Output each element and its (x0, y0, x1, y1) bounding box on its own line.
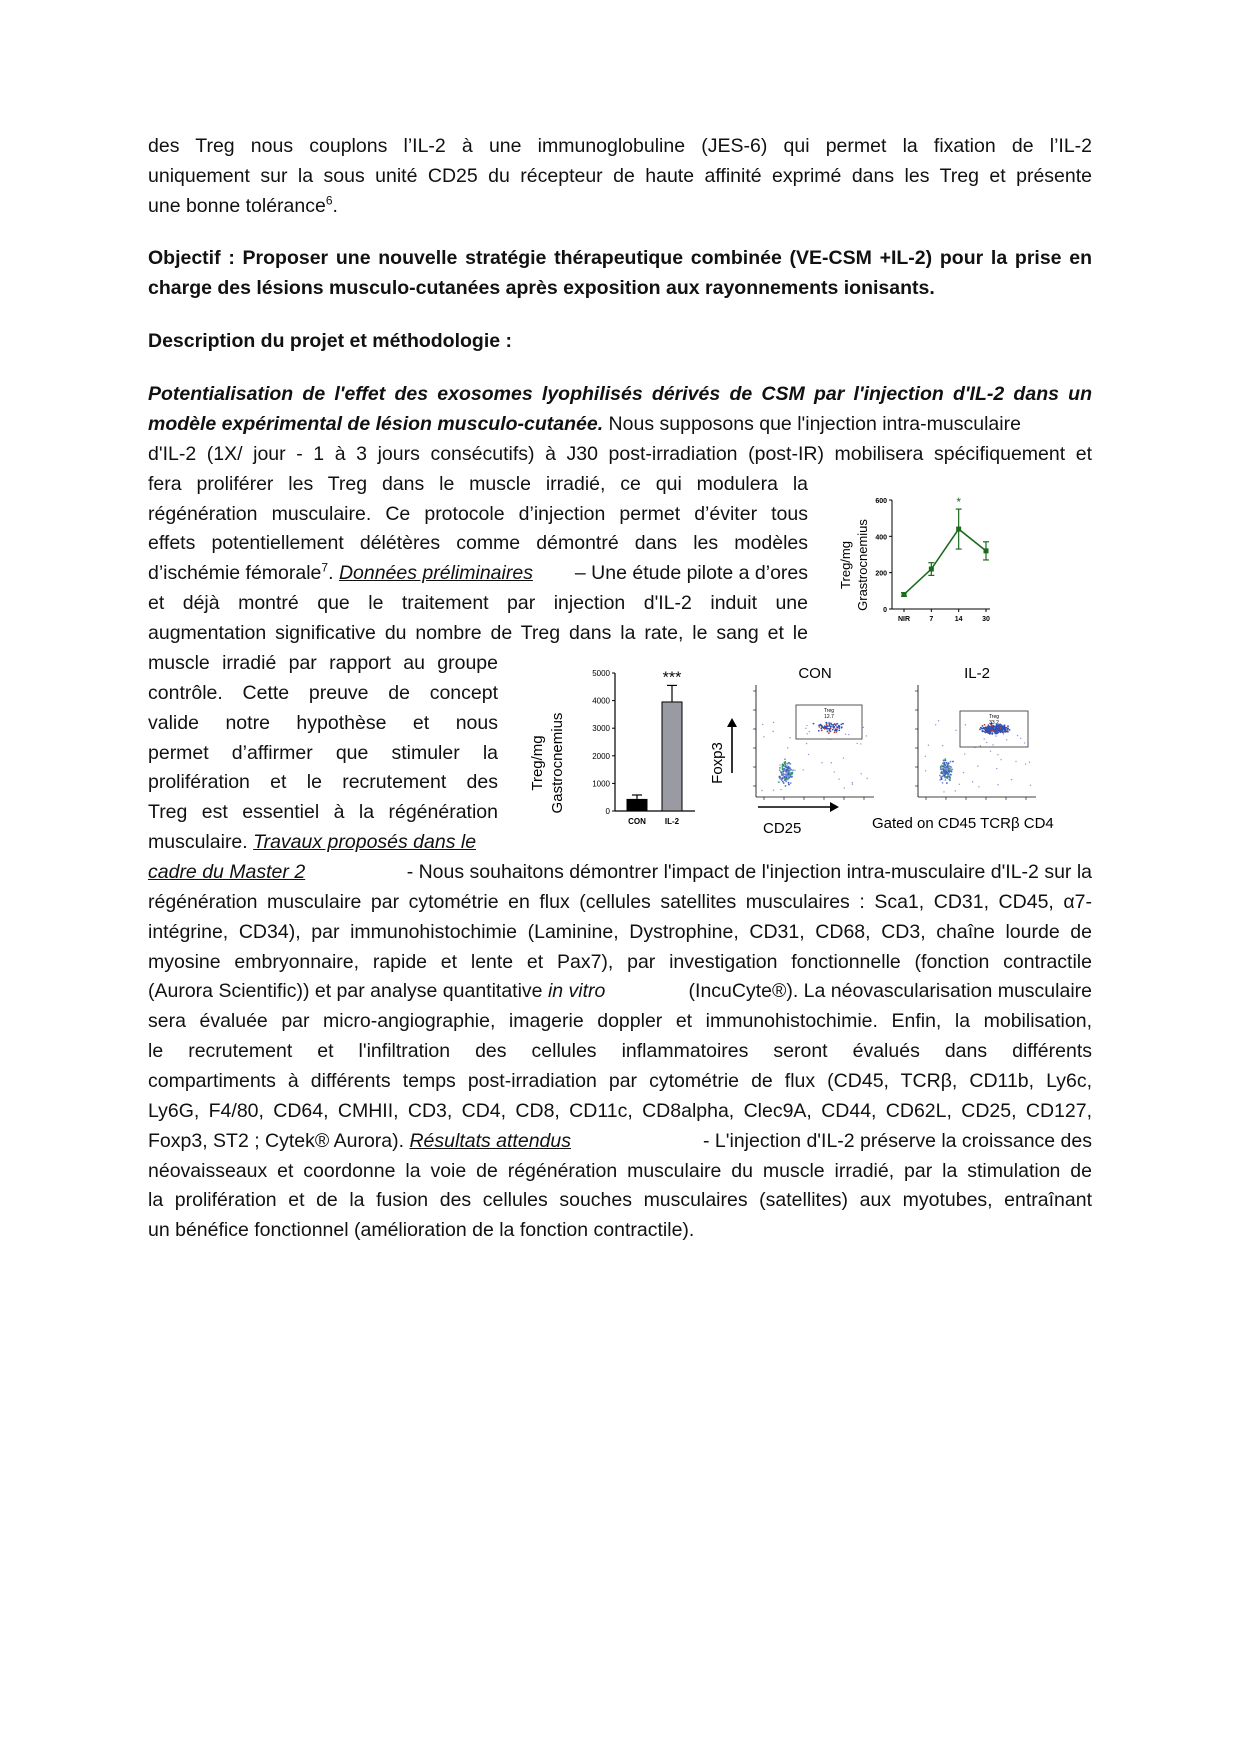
flow-event (806, 733, 807, 734)
main-line17: cadre du Master 2 - Nous souhaitons démontrer l'impact de l'injection intra-musculaire d'IL-2 sur la (148, 857, 1092, 887)
flow-event (782, 777, 784, 779)
main-line29: un bénéfice fonctionnel (amélioration de la fonction contractile). (148, 1219, 695, 1241)
flow-event (942, 769, 944, 771)
flow-cytometry-plots (700, 663, 1092, 843)
flow-event (843, 757, 844, 758)
flow-event (980, 727, 982, 729)
flow-event (1004, 730, 1006, 732)
main-line27: néovaisseaux et coordonne la voie de régénération musculaire du muscle irradié, par la stimulation de (148, 1160, 1092, 1182)
flow-event (949, 777, 951, 779)
main-line15: Treg est essentiel à la régénération (148, 801, 498, 823)
flow-event (761, 790, 762, 791)
flow-event (866, 778, 867, 779)
flow-event (988, 732, 990, 734)
flow-event (997, 784, 998, 785)
flow-event (790, 777, 791, 778)
flow-event (997, 754, 998, 755)
main-line7: d’ischémie fémorale$^7$. Données préliminaires – Une étude pilote a d’ores (148, 560, 808, 584)
flow-event (1003, 733, 1004, 734)
flow-event (806, 743, 807, 744)
flow-event (786, 767, 788, 769)
flow-event (1002, 728, 1004, 730)
line-chart-significance: * (956, 495, 962, 510)
flow-event (789, 737, 790, 738)
flow-event (832, 729, 834, 731)
flow-event (830, 731, 832, 733)
flow-event (845, 734, 846, 735)
bar-chart-ylabel-1: Treg/mg (529, 735, 546, 791)
line-chart-ylabel-2: Grastrocnemius (855, 519, 870, 611)
flow-event (842, 723, 844, 725)
line-chart-point (929, 567, 934, 572)
flow-event (1000, 759, 1001, 760)
flow-event (939, 779, 941, 781)
flow-event (951, 768, 953, 770)
flow-event (790, 769, 792, 771)
main-line13: permet d’affirmer que stimuler la (148, 742, 498, 764)
flow-event (943, 760, 945, 762)
flow-event (941, 771, 943, 773)
flow-event (948, 765, 950, 767)
main-line20: myosine embryonnaire, rapide et lente et Pax7), par investigation fonctionnelle (fonction contractile (148, 951, 1092, 973)
flow-event (822, 726, 824, 728)
flow-xaxis-arrowhead (830, 802, 839, 812)
flow-xlabel: CD25 (763, 820, 802, 837)
main-line25: Ly6G, F4/80, CD64, CMHII, CD3, CD4, CD8, CD11c, CD8alpha, Clec9A, CD44, CD62L, CD25, CD127, (148, 1100, 1092, 1122)
flow-event (963, 772, 964, 773)
flow-event (866, 735, 867, 736)
flow-event (946, 763, 948, 765)
main-line12: valide notre hypothèse et nous (148, 712, 498, 734)
description-heading: Description du projet et méthodologie : (148, 330, 513, 352)
flow-event (824, 725, 826, 727)
flow-event (990, 728, 992, 730)
flow-event (828, 732, 830, 734)
flow-event (821, 762, 822, 763)
flow-event (950, 774, 952, 776)
line-chart-ylabel-1: Treg/mg (838, 541, 853, 589)
flow-event (985, 728, 987, 730)
flow-event (1001, 730, 1003, 732)
flow-event (1025, 763, 1026, 764)
flow-event (837, 726, 839, 728)
main-line21: (Aurora Scientific)) et par analyse quantitative in vitro (IncuCyte®). La néovascularisation musculaire (148, 980, 1092, 1002)
flow-event (995, 735, 996, 736)
flow-event (992, 730, 994, 732)
flow-event (838, 727, 840, 729)
line-chart-ytick-label: 400 (875, 534, 887, 542)
flow-event (959, 784, 960, 785)
flow-event (1004, 727, 1006, 729)
main-line24: compartiments à différents temps post-irradiation par cytométrie de flux (CD45, TCRβ, CD11b, Ly6c, (148, 1070, 1092, 1092)
bar-chart-xtick-label: CON (628, 817, 646, 826)
flow-event (824, 728, 826, 730)
flow-event (964, 753, 965, 754)
flow-event (784, 765, 786, 767)
flow-event (852, 783, 853, 784)
flow-event (982, 730, 984, 732)
flow-event (950, 766, 952, 768)
line-chart-series (904, 529, 986, 594)
flow-event (841, 727, 843, 729)
flow-event (1009, 729, 1011, 731)
flow-event (991, 733, 993, 735)
flow-event (863, 727, 864, 728)
line-chart-xtick-label: 14 (954, 616, 963, 623)
travaux-proposes: Travaux proposés dans le (253, 831, 477, 853)
flow-event (955, 730, 956, 731)
flow-event (779, 767, 781, 769)
flow-event (818, 730, 820, 732)
main-line28: la prolifération et de la fusion des cellules souches musculaires (satellites) aux myotubes, entraînant (148, 1189, 1092, 1211)
flow-event (938, 720, 939, 721)
flow-event (785, 773, 787, 775)
flow-event (820, 724, 822, 726)
flow-event (848, 734, 849, 735)
flow-event (990, 751, 991, 752)
main-line10: muscle irradié par rapport au groupe (148, 652, 498, 674)
flow-event (826, 722, 828, 724)
flow-event (836, 723, 838, 725)
flow-event (763, 736, 764, 737)
flow-event (986, 742, 987, 743)
bar-chart-bar (662, 702, 682, 811)
flow-event (782, 768, 784, 770)
flow-event (942, 745, 943, 746)
bar-chart-ytick-label: 0 (605, 807, 610, 816)
flow-event (834, 723, 836, 725)
resultats-attendus: Résultats attendus (409, 1130, 571, 1152)
flow-event (780, 778, 781, 779)
line-chart-ytick-label: 200 (875, 570, 887, 578)
flow-event (984, 724, 986, 726)
line-chart-point (984, 548, 989, 553)
flow-event (826, 731, 828, 733)
flow-event (802, 769, 803, 770)
flow-event (1004, 724, 1006, 726)
flow-event (944, 763, 946, 765)
flow-gating-note: Gated on CD45 TCRβ CD4 (872, 815, 1054, 832)
line-chart-point (902, 592, 907, 597)
flow-event (982, 728, 984, 730)
flow-event (939, 775, 941, 777)
flow-event (944, 772, 946, 774)
treg-bar-chart (520, 663, 700, 848)
flow-event (1006, 739, 1007, 740)
flow-gate-value: 33.2 (989, 720, 999, 726)
flow-event (999, 724, 1001, 726)
flow-event (948, 768, 950, 770)
flow-event (782, 781, 784, 783)
flow-event (789, 767, 791, 769)
objectif-line1: Objectif : Proposer une nouvelle stratégie thérapeutique combinée (VE-CSM +IL-2) pour la prise en (148, 247, 1092, 269)
flow-event (829, 728, 831, 730)
flow-event (941, 765, 943, 767)
flow-event (942, 782, 944, 784)
flow-panel-title: CON (798, 665, 832, 682)
main-line4: fera proliférer les Treg dans le muscle irradié, ce qui modulera la (148, 473, 808, 495)
bar-chart-ytick-label: 3000 (592, 724, 610, 734)
main-line23: le recrutement et l'infiltration des cellules inflammatoires seront évalués dans différents (148, 1040, 1092, 1062)
flow-event (838, 778, 839, 779)
flow-event (762, 724, 763, 725)
flow-event (784, 763, 786, 765)
objectif-line2: charge des lésions musculo-cutanées après exposition aux rayonnements ionisants. (148, 277, 935, 299)
flow-event (782, 771, 784, 773)
flow-event (779, 776, 781, 778)
line-chart-ytick-label: 600 (875, 498, 887, 505)
para1-line2: uniquement sur la sous unité CD25 du récepteur de haute affinité exprimé dans les Treg et présente (148, 165, 1092, 187)
flow-event (835, 728, 837, 730)
flow-event (948, 770, 950, 772)
flow-event (838, 729, 840, 731)
flow-event (806, 725, 807, 726)
flow-event (779, 769, 781, 771)
flow-event (925, 770, 926, 771)
flow-event (780, 771, 782, 773)
line-chart-point (956, 527, 961, 532)
flow-event (980, 745, 981, 746)
main-line22: sera évaluée par micro-angiographie, imagerie doppler et immunohistochimie. Enfin, la mobilisation, (148, 1010, 1092, 1032)
flow-event (1000, 728, 1002, 730)
main-line2: modèle expérimental de lésion musculo-cutanée. Nous supposons que l'injection intra-musculaire (148, 413, 1021, 435)
flow-event (844, 787, 845, 788)
flow-event (818, 726, 820, 728)
flow-event (997, 732, 999, 734)
flow-event (781, 774, 783, 776)
bar-chart-ytick-label: 2000 (592, 751, 610, 761)
flow-event (999, 726, 1001, 728)
flow-event (786, 763, 788, 765)
main-line5: régénération musculaire. Ce protocole d’injection permet d’éviter tous (148, 503, 808, 525)
flow-event (787, 771, 789, 773)
flow-panel-title: IL-2 (964, 665, 990, 682)
bar-chart-ytick-label: 5000 (592, 669, 610, 678)
flow-event (1007, 725, 1009, 727)
flow-event (946, 776, 948, 778)
main-line3: d'IL-2 (1X/ jour - 1 à 3 jours consécutifs) à J30 post-irradiation (post-IR) mobilisera spécifiquement et (148, 443, 1092, 465)
main-line6: effets potentiellement délétères comme démontré dans les modèles (148, 532, 808, 554)
flow-event (778, 781, 780, 783)
flow-event (977, 765, 978, 766)
flow-event (1011, 779, 1012, 780)
footnote-6: 6 (325, 193, 333, 208)
main-line8: et déjà montré que le traitement par injection d'IL-2 induit une (148, 592, 808, 614)
flow-event (834, 731, 836, 733)
flow-event (783, 782, 785, 784)
flow-event (995, 730, 997, 732)
flow-event (940, 768, 942, 770)
flow-event (985, 730, 987, 732)
flow-event (996, 727, 998, 729)
flow-gate-label: Treg (823, 708, 835, 714)
flow-event (780, 789, 781, 790)
flow-event (861, 773, 862, 774)
flow-event (935, 724, 936, 725)
flow-event (943, 791, 944, 792)
flow-event (840, 723, 842, 725)
flow-event (773, 722, 774, 723)
flow-event (790, 782, 792, 784)
flow-event (1020, 738, 1021, 739)
flow-event (944, 770, 946, 772)
flow-event (979, 728, 981, 730)
flow-event (829, 725, 831, 727)
flow-event (794, 770, 795, 771)
flow-event (789, 763, 791, 765)
bar-chart-ytick-label: 4000 (592, 696, 610, 706)
flow-event (992, 744, 993, 745)
flow-event (831, 762, 832, 763)
flow-event (944, 779, 946, 781)
flow-event (785, 785, 787, 787)
flow-event (928, 744, 929, 745)
main-line18: régénération musculaire par cytométrie en flux (cellules satellites musculaires : Sca1, CD31, CD45, α7- (148, 891, 1092, 913)
treg-timecourse-chart (830, 490, 1060, 640)
bar-chart-xtick-label: IL-2 (664, 817, 680, 826)
flow-event (949, 779, 951, 781)
flow-event (955, 790, 956, 791)
main-line9: augmentation significative du nombre de Treg dans la rate, le sang et le (148, 622, 808, 644)
flow-event (1015, 761, 1016, 762)
bar-chart-ytick-label: 1000 (592, 779, 610, 789)
flow-event (784, 761, 786, 763)
flow-event (1000, 726, 1002, 728)
flow-event (790, 774, 792, 776)
main-line19: intégrine, CD34), par immunohistochimie (Laminine, Dystrophine, CD31, CD68, CD3, chaîne lourde de (148, 921, 1092, 943)
flow-event (990, 726, 992, 728)
flow-event (808, 754, 809, 755)
flow-event (772, 731, 773, 732)
flow-event (821, 730, 823, 732)
flow-event (787, 747, 788, 748)
flow-event (805, 728, 806, 729)
flow-event (826, 727, 828, 729)
flow-event (945, 768, 947, 770)
flow-ylabel: Foxp3 (709, 742, 726, 784)
flow-event (946, 782, 948, 784)
main-line11: contrôle. Cette preuve de concept (148, 682, 498, 704)
flow-event (779, 764, 780, 765)
flow-event (950, 761, 952, 763)
flow-event (994, 732, 996, 734)
bar-chart-significance: *** (662, 669, 682, 687)
line-chart-xtick-label: 30 (982, 616, 990, 623)
flow-event (996, 768, 997, 769)
flow-event (1005, 729, 1007, 731)
bar-chart-ylabel-2: Gastrocnemius (549, 712, 566, 814)
flow-gate-label: Treg (988, 714, 1000, 720)
cadre-master2: cadre du Master 2 (148, 861, 306, 883)
flow-event (945, 760, 947, 762)
flow-event (946, 769, 948, 771)
flow-event (788, 784, 790, 786)
flow-event (788, 782, 790, 784)
flow-event (999, 731, 1001, 733)
flow-event (785, 780, 787, 782)
flow-event (836, 731, 838, 733)
flow-gate-value: 12.7 (824, 714, 834, 720)
flow-event (946, 766, 948, 768)
flow-event (791, 773, 793, 775)
flow-event (838, 725, 840, 727)
flow-event (944, 776, 946, 778)
para1-line1: des Treg nous couplons l’IL-2 à une immunoglobuline (JES-6) qui permet la fixation de l’IL-2 (148, 135, 1092, 157)
flow-event (784, 776, 786, 778)
flow-event (773, 789, 774, 790)
para1-line3: une bonne tolérance$^6$. (148, 193, 338, 217)
line-chart-xtick-label: 7 (929, 616, 934, 623)
flow-event (942, 776, 944, 778)
flow-event (952, 761, 954, 763)
flow-event (860, 743, 861, 744)
flow-event (1024, 742, 1025, 743)
flow-event (982, 725, 984, 727)
flow-event (788, 768, 790, 770)
flow-event (788, 771, 790, 773)
flow-event (809, 731, 810, 732)
flow-event (940, 776, 941, 777)
flow-event (852, 782, 853, 783)
flow-event (784, 758, 786, 760)
flow-event (784, 768, 786, 770)
main-line14: prolifération et le recrutement des (148, 771, 498, 793)
flow-event (1030, 785, 1031, 786)
main-line1: Potentialisation de l'effet des exosomes lyophilisés dérivés de CSM par l'injection d'IL-2 dans un (148, 383, 1092, 405)
flow-event (983, 738, 984, 739)
flow-event (785, 776, 787, 778)
flow-event (943, 762, 945, 764)
flow-event (856, 743, 857, 744)
line-chart-xtick-label: NIR (897, 616, 911, 623)
flow-event (786, 765, 788, 767)
flow-event (834, 771, 835, 772)
main-line26: Foxp3, ST2 ; Cytek® Aurora). Résultats attendus - L'injection d'IL-2 préserve la croissance des (148, 1130, 1092, 1152)
flow-event (787, 778, 789, 780)
flow-event (1029, 762, 1030, 763)
flow-event (925, 756, 926, 757)
flow-event (813, 723, 815, 725)
flow-yaxis-arrowhead (727, 718, 737, 727)
flow-event (792, 769, 794, 771)
flow-event (782, 765, 784, 767)
bar-chart-bar (627, 799, 647, 811)
main-line16: musculaire. Travaux proposés dans le (148, 831, 477, 853)
flow-event (992, 727, 994, 729)
donnees-preliminaires: Données préliminaires (338, 562, 533, 584)
flow-event (965, 724, 966, 725)
flow-event (1006, 731, 1008, 733)
flow-event (988, 728, 990, 730)
flow-event (827, 725, 829, 727)
flow-event (978, 786, 979, 787)
flow-event (820, 728, 822, 730)
flow-event (1005, 727, 1007, 729)
flow-event (832, 726, 834, 728)
line-chart-ytick-label: 0 (883, 607, 887, 614)
flow-event (972, 781, 973, 782)
flow-event (1017, 735, 1018, 736)
